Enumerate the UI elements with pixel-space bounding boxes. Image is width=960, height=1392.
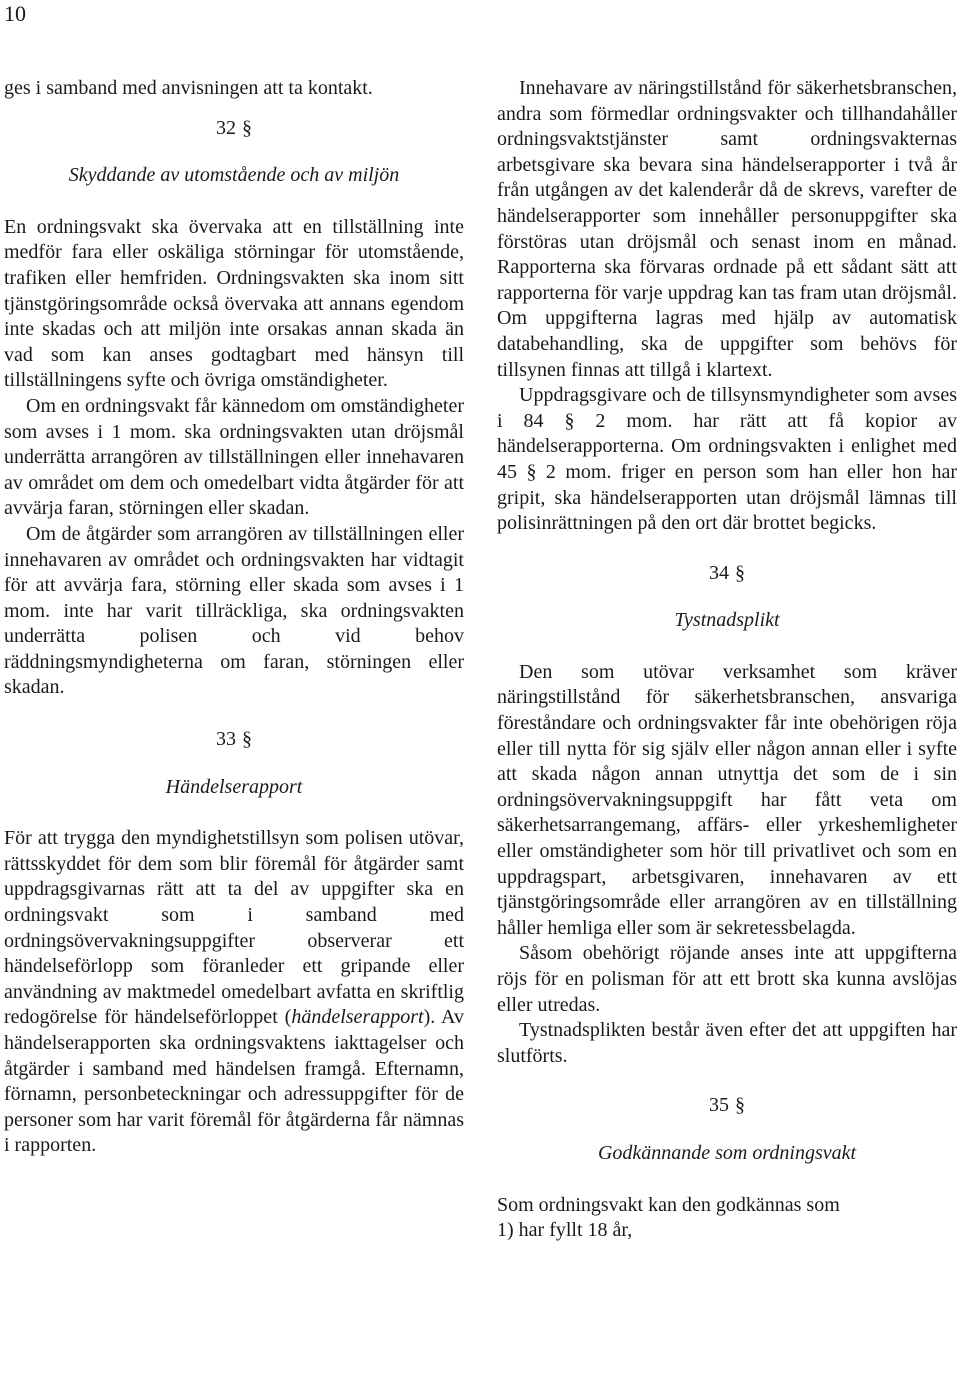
paragraph [4,826,464,1159]
paragraph: Som ordningsvakt kan den godkännas som [497,1193,840,1216]
section-34-heading [497,561,957,587]
paragraph: Den som utövar verksamhet som kräver näringstillstånd för säkerhetsbranschen, ansvariga föreståndare och ordningsvakter får inte obehörigen röja eller till nytta för sig själv eller någon annan eller i syfte att skada någon annan utnyttja det som de i sin ordningsövervakningsuppgift har fått veta om säkerhetsarrangemang, affärs- eller yrkeshemligheter eller omständigheter som hör till privatlivet och som en uppdragspart, arbetsgivaren, innehavaren av ett tjänstgöringsområde eller arrangören av en tillställning håller hemliga eller som är sekretessbelagda. [497,660,957,939]
paragraph: Innehavare av näringstillstånd för säkerhetsbranschen, andra som förmedlar ordningsvakter och tillhandahåller ordningsvaktstjänster samt ordningsvakternas arbetsgivare ska bevara sina händelserapporter i två år från utgången av det kalenderår då de skrevs, varefter de händelserapporter som innehåller personuppgifter ska förstöras utan dröjsmål och senast inom en månad. Rapporterna ska förvaras ordnade på ett sådant sätt att rapporterna för varje uppdrag kan tas fram utan dröjsmål. Om uppgifterna lagras med hjälp av automatisk databehandling, ska de uppgifter som behövs för tillsynen finnas att tillgå i klartext. [497,77,957,381]
italic-term: händelserapport [291,1006,424,1029]
paragraph: 1) har fyllt 18 år, [497,1219,633,1242]
section-34-title: Tystnadsplikt [674,609,780,632]
paragraph: Om de åtgärder som arrangören av tillställningen eller innehavaren av området och ordningsvakten har vidtagit för att avvärja fara, störning eller skada som avses i 1 mom. inte har varit tillräckliga, ska ordningsvakten underrätta polisen och vid behov räddningsmyndigheterna om faran, störningen eller skadan. [4,522,464,699]
continuation-text: ges i samband med anvisningen att ta kontakt. [4,77,373,99]
section-symbol: § [735,561,745,584]
section-symbol: § [242,116,252,139]
section-number: 33 [216,728,236,751]
section-symbol: § [242,728,252,751]
left-column [4,76,464,1159]
section-32-heading [4,116,464,142]
section-number: 34 [709,561,729,584]
paragraph: Uppdragsgivare och de tillsynsmyndigheter som avses i 84 § 2 mom. har rätt att få kopior av händelserapporterna. Om ordningsvakten i enlighet med 45 § 2 mom. friger en person som han eller hon har gripit, ska händelserapporten utan dröjsmål lämnas till polisinrättningen på den ort där brottet begicks. [497,384,957,535]
section-35-heading [497,1093,957,1119]
text-run: ). Av händelserapporten ska ordningsvaktens iakttagelser och åtgärder i samband med händelsen framgå. Efternamn, förnamn, personbeteckningar och adressuppgifter för de personer som har varit föremål för åtgärderna får nämnas i rapporten. [4,1006,465,1157]
paragraph: En ordningsvakt ska övervaka att en tillställning inte medför fara eller oskäliga störningar för utomstående, trafiken eller hemfriden. Ordningsvakten ska inom sitt tjänstgöringsområde också övervaka att annans egendom inte skadas och att miljön inte orsakas annan skada än vad som kan anses godtagbart med hänsyn till tillställningens syfte och övriga omständigheter. [4,215,464,392]
page-number: 10 [4,1,26,26]
paragraph: Såsom obehörigt röjande anses inte att uppgifterna röjs för en polisman för att ett brott ska kunna avslöjas eller utredas. [497,942,957,1016]
section-32-title: Skyddande av utomstående och av miljön [68,164,400,187]
paragraph: Om en ordningsvakt får kännedom om omständigheter som avses i 1 mom. ska ordningsvakten utan dröjsmål underrätta arrangören av tillställningen eller innehavaren av området om dem och omedelbart vidta åtgärder för att avvärja faran, störningen eller skadan. [4,394,464,520]
paragraph: Tystnadsplikten består även efter det att uppgiften har slutförts. [497,1019,957,1067]
section-35-title: Godkännande som ordningsvakt [597,1141,857,1164]
section-number: 35 [709,1094,729,1117]
section-number: 32 [216,116,236,139]
section-33-heading [4,727,464,753]
text-run: För att trygga den myndighetstillsyn som polisen utövar, rättsskyddet för dem som blir föremål för åtgärder samt uppdragsgivarnas rätt att ta del av uppgifter ska en ordningsvakt som i samband med ordningsövervakningsuppgifter observerar ett händelseförlopp som föranleder ett gripande eller användning av maktmedel omedelbart avfatta en skriftlig redogörelse för händelseförloppet ( [4,827,464,1029]
section-symbol: § [735,1094,745,1117]
right-column [497,76,957,1244]
section-33-title: Händelserapport [165,775,303,798]
